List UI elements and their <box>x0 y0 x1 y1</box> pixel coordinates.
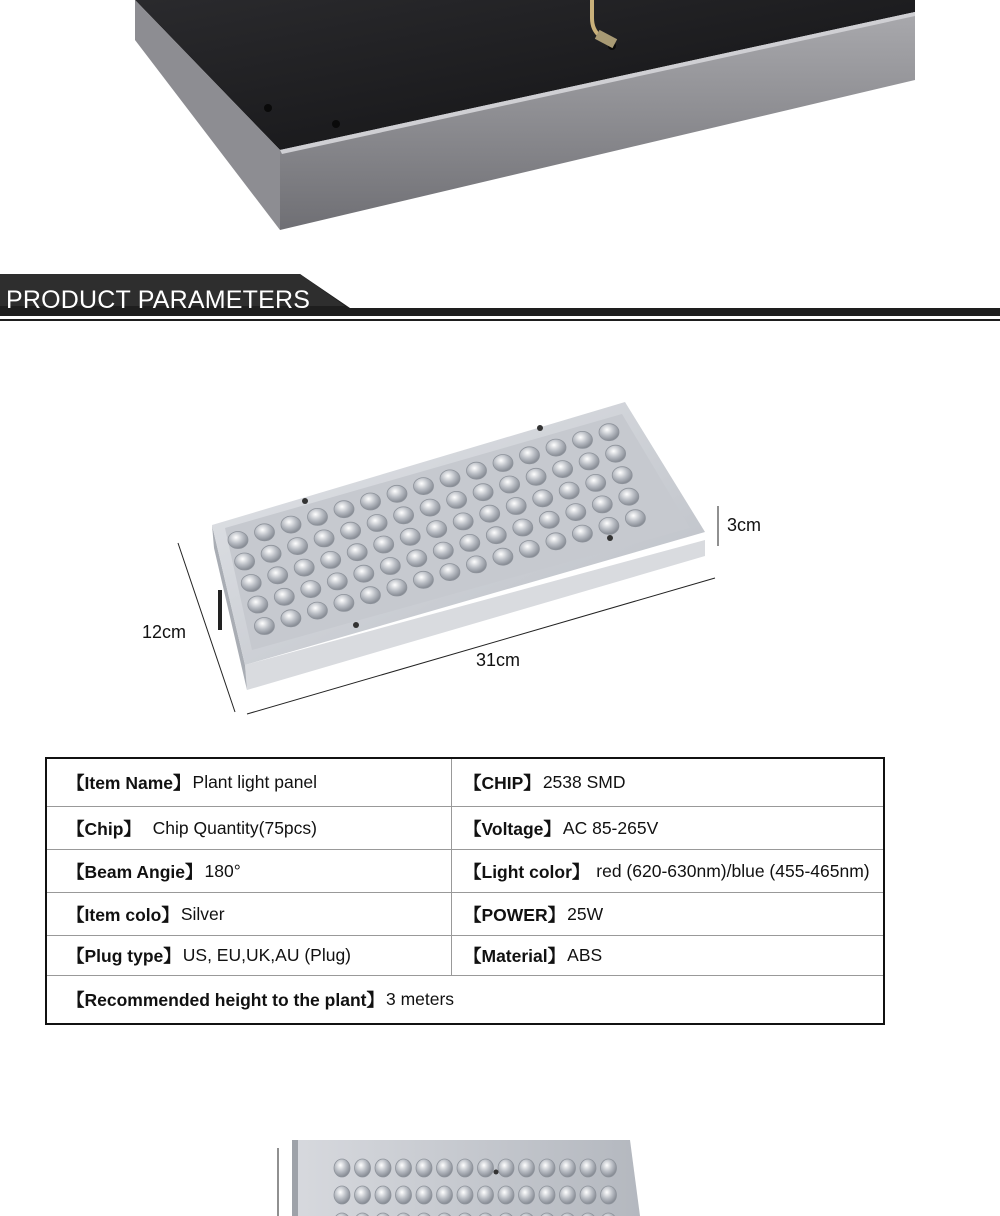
led-dimple <box>334 1159 350 1177</box>
led-dimple <box>314 530 334 547</box>
led-dimple <box>361 493 381 510</box>
led-dimple <box>413 571 433 588</box>
led-dimple <box>519 1186 535 1204</box>
led-dimple <box>519 541 539 558</box>
led-dimple <box>493 548 513 565</box>
table-cell <box>47 893 452 935</box>
led-dimple <box>553 461 573 478</box>
led-dimple <box>241 575 261 592</box>
table-cell <box>452 807 883 849</box>
parameters-table <box>45 757 885 1025</box>
led-dimple <box>281 516 301 533</box>
led-dimple <box>400 528 420 545</box>
led-dimple <box>407 550 427 567</box>
table-cell <box>47 976 883 1023</box>
param-value: Plant light panel <box>192 772 318 792</box>
led-dimple <box>360 587 380 604</box>
param-key: 【Material】 <box>464 946 566 966</box>
led-dimple <box>254 618 274 635</box>
panel-dimension-image <box>0 390 1000 730</box>
param-key: 【Beam Angie】 <box>67 861 203 882</box>
led-dimple <box>560 1186 576 1204</box>
led-dimple <box>506 498 526 515</box>
section-title: PRODUCT PARAMETERS <box>6 286 311 314</box>
led-dimple <box>533 490 553 507</box>
led-dimple <box>592 496 612 513</box>
led-dimple <box>334 594 354 611</box>
led-dimple <box>478 1159 494 1177</box>
led-dimple <box>355 1159 371 1177</box>
dimension-width-label: 12cm <box>142 622 187 642</box>
led-dimple <box>355 1186 371 1204</box>
param-key: 【Item colo】 <box>67 904 179 925</box>
table-row <box>47 893 883 936</box>
led-dimple <box>460 534 480 551</box>
led-dimple <box>612 467 632 484</box>
param-value: ABS <box>567 945 603 965</box>
top-product-image <box>0 0 1000 260</box>
param-value: Chip Quantity(75pcs) <box>142 817 317 838</box>
led-dimple <box>374 536 394 553</box>
led-dimple <box>396 1186 412 1204</box>
led-dimple <box>375 1186 391 1204</box>
led-dimple <box>498 1159 514 1177</box>
led-dimple <box>437 1159 453 1177</box>
led-dimple <box>396 1159 412 1177</box>
table-cell <box>47 850 452 892</box>
led-dimple <box>580 1159 596 1177</box>
param-key: 【Plug type】 <box>67 946 181 966</box>
led-dimple <box>416 1159 432 1177</box>
led-dimple <box>327 573 347 590</box>
led-dimple <box>606 445 626 462</box>
led-dimple <box>321 551 341 568</box>
led-dimple <box>308 508 328 525</box>
led-dimple <box>440 564 460 581</box>
led-dimple <box>625 510 645 527</box>
led-dimple <box>416 1186 432 1204</box>
param-key: 【Voltage】 <box>464 818 561 839</box>
led-dimple <box>457 1186 473 1204</box>
table-row <box>47 850 883 893</box>
led-dimple <box>520 447 540 464</box>
led-dimple <box>559 482 579 499</box>
led-dimple <box>493 455 513 472</box>
led-dimple <box>387 579 407 596</box>
param-key: 【POWER】 <box>464 904 566 925</box>
led-dimple <box>599 424 619 441</box>
led-dimple <box>539 1159 555 1177</box>
led-dimple <box>380 558 400 575</box>
table-cell <box>47 936 452 975</box>
param-key: 【Light color】 <box>464 861 590 882</box>
led-dimple <box>601 1159 617 1177</box>
led-dimple <box>447 491 467 508</box>
led-dimple <box>526 468 546 485</box>
led-dimple <box>334 1186 350 1204</box>
table-cell <box>452 936 883 975</box>
led-dimple <box>255 524 275 541</box>
led-dimple <box>354 565 374 582</box>
led-dimple <box>437 1186 453 1204</box>
param-value: 25W <box>567 903 604 924</box>
led-dimple <box>539 1186 555 1204</box>
table-cell <box>452 893 883 935</box>
led-dimple <box>619 488 639 505</box>
table-cell <box>47 807 452 849</box>
table-cell <box>452 759 883 806</box>
param-key: 【CHIP】 <box>464 773 541 793</box>
table-cell <box>452 850 883 892</box>
led-dimple <box>580 1186 596 1204</box>
led-dimple <box>498 1186 514 1204</box>
led-dimple <box>307 602 327 619</box>
led-dimple <box>513 519 533 536</box>
led-dimple <box>347 544 367 561</box>
table-cell <box>47 759 452 806</box>
led-dimple <box>375 1159 391 1177</box>
led-dimple <box>288 538 308 555</box>
led-dimple <box>486 527 506 544</box>
led-dimple <box>457 1159 473 1177</box>
led-dimple <box>466 556 486 573</box>
dimension-length-label: 31cm <box>476 650 521 670</box>
led-dimple <box>546 533 566 550</box>
led-dimple <box>334 501 354 518</box>
led-dimple <box>420 499 440 516</box>
table-row <box>47 759 883 807</box>
led-dimple <box>274 588 294 605</box>
led-dimple <box>427 521 447 538</box>
led-dimple <box>294 559 314 576</box>
led-dimple <box>539 511 559 528</box>
param-value: US, EU,UK,AU (Plug) <box>182 945 351 965</box>
led-dimple <box>453 513 473 530</box>
param-value: AC 85-265V <box>562 817 659 838</box>
led-dimple <box>566 504 586 521</box>
param-value: red (620-630nm)/blue (455-465nm) <box>591 860 870 881</box>
led-dimple <box>599 517 619 534</box>
led-dimple <box>467 462 487 479</box>
led-dimple <box>560 1159 576 1177</box>
led-dimple <box>601 1186 617 1204</box>
param-value: 2538 SMD <box>542 772 626 792</box>
table-row <box>47 807 883 850</box>
led-dimple <box>579 453 599 470</box>
param-value: Silver <box>180 903 225 924</box>
led-dimple <box>573 431 593 448</box>
led-dimple <box>433 542 453 559</box>
led-dimple <box>519 1159 535 1177</box>
param-value: 180° <box>204 860 241 881</box>
param-value: 3 meters <box>385 989 455 1009</box>
led-dimple <box>440 470 460 487</box>
led-dimple <box>480 505 500 522</box>
led-dimple <box>572 525 592 542</box>
led-dimple <box>546 439 566 456</box>
bottom-product-image <box>0 1130 1000 1216</box>
param-key: 【Recommended height to the plant】 <box>67 990 384 1010</box>
dimension-height-label: 3cm <box>727 515 762 535</box>
led-dimple <box>228 532 248 549</box>
led-dimple <box>341 522 361 539</box>
led-dimple <box>387 485 407 502</box>
led-dimple <box>414 478 434 495</box>
led-dimple <box>394 507 414 524</box>
led-dimple <box>281 610 301 627</box>
table-row <box>47 976 883 1023</box>
led-dimple <box>473 484 493 501</box>
led-dimple <box>268 567 288 584</box>
led-dimple <box>261 545 281 562</box>
led-dimple <box>367 515 387 532</box>
param-key: 【Chip】 <box>67 818 141 839</box>
led-dimple <box>478 1186 494 1204</box>
led-dimple <box>301 581 321 598</box>
led-dimple <box>500 476 520 493</box>
led-dimple <box>586 474 606 491</box>
led-dimple <box>235 553 255 570</box>
param-key: 【Item Name】 <box>67 773 191 793</box>
table-row <box>47 936 883 976</box>
led-dimple <box>248 596 268 613</box>
